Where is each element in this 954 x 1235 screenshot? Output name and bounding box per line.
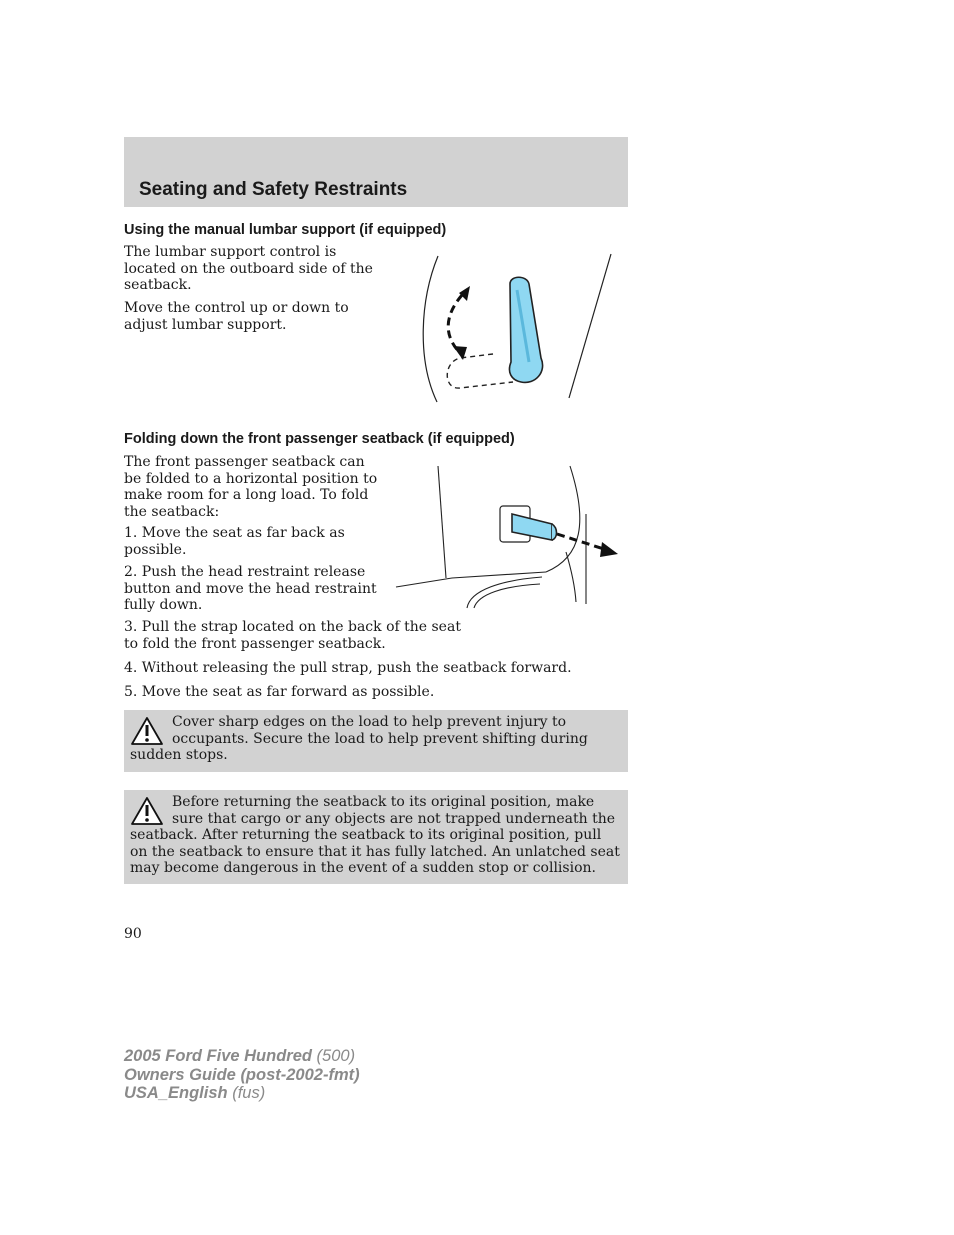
fold-step-3: 3. Pull the strap located on the back of the seat to fold the front passenger seatback.: [124, 619, 461, 652]
fold-step-5: 5. Move the seat as far forward as possible.: [124, 684, 435, 700]
document-footer: [124, 1047, 360, 1103]
footer-line-1: [124, 1047, 360, 1066]
fold-step-1: 1. Move the seat as far back as possible.: [124, 525, 345, 558]
section-title: Seating and Safety Restraints: [139, 179, 408, 200]
footer-language: USA_English: [124, 1084, 228, 1102]
lumbar-control-illustration: [415, 250, 625, 410]
fold-heading: Folding down the front passenger seatback (if equipped): [124, 431, 515, 447]
footer-language-code: (fus): [227, 1084, 266, 1102]
fold-step-2: 2. Push the head restraint release button and move the head restraint fully down.: [124, 564, 377, 613]
footer-model-code: (500): [311, 1047, 356, 1065]
footer-line-3: [124, 1084, 360, 1103]
fold-step-4: 4. Without releasing the pull strap, push the seatback forward.: [124, 660, 572, 676]
warning-box-1: [124, 710, 628, 772]
section-header-band: [124, 137, 628, 207]
lumbar-paragraph-2: Move the control up or down to adjust lumbar support.: [124, 300, 349, 333]
footer-guide: Owners Guide (post-2002-fmt): [124, 1065, 360, 1084]
lumbar-paragraph-1: The lumbar support control is located on the outboard side of the seatback.: [124, 244, 373, 293]
warning-text-1: Cover sharp edges on the load to help prevent injury to occupants. Secure the load to help prevent shifting during sudden stops.: [130, 714, 588, 763]
warning-triangle-icon: [130, 716, 164, 746]
fold-intro: The front passenger seatback can be folded to a horizontal position to make room for a long load. To fold the seatback:: [124, 454, 378, 520]
warning-box-2: [124, 790, 628, 884]
page-number: 90: [124, 926, 142, 942]
footer-line-2: [124, 1066, 360, 1085]
footer-model: 2005 Ford Five Hundred: [124, 1047, 312, 1065]
seatback-strap-illustration: [392, 462, 622, 612]
warning-text-2: Before returning the seatback to its original position, make sure that cargo or any objects are not trapped underneath the seatback. After returning the seatback to its original position, pull on the seatback to ensure that it has fully latched. An unlatched seat may become dangerous in the event of a sudden stop or collision.: [130, 794, 620, 876]
warning-triangle-icon: [130, 796, 164, 826]
lumbar-heading: Using the manual lumbar support (if equipped): [124, 222, 447, 238]
